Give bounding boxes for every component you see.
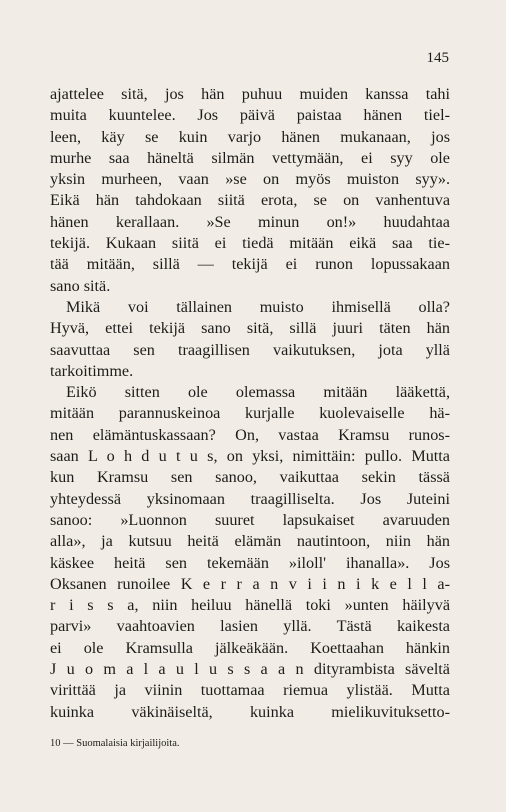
text-line: muita kuuntelee. Jos päivä paistaa hänen tiel-: [50, 106, 450, 125]
text-line: saan L o h d u t u s, on yksi, nimittäin: pullo. Mutta: [50, 447, 450, 466]
text-line: alla», ja kutsuu heitä elämän nautintoon, niin hän: [50, 532, 450, 551]
text-line: ajattelee sitä, jos hän puhuu muiden kanssa tahi: [50, 85, 450, 103]
text-line: J u o m a l a u l u s s a a n dityrambista säveltä: [50, 660, 450, 679]
text-line: yhteydessä yksinomaan traagilliselta. Jos Juteini: [50, 489, 450, 508]
text-line: Eikä hän tahdokaan siitä erota, se on vanhentuva: [50, 191, 450, 210]
text-line: kun Kramsu sen sanoo, vaikuttaa sekin tässä: [50, 468, 450, 487]
text-line: virittää ja viinin tuottamaa riemua ylistää. Mutta: [50, 681, 450, 700]
text-line: saavuttaa sen traagillisen vaikutuksen, jota yllä: [50, 340, 450, 359]
text-line: Eikö sitten ole olemassa mitään lääkettä,: [66, 383, 450, 402]
text-line: ei ole Kramsulla jälkeäkään. Koettaahan hänkin: [50, 638, 450, 657]
text-line: leen, käy se kuin varjo hänen mukanaan, jos: [50, 127, 450, 146]
text-line: mitään parannuskeinoa kurjalle kuolevaiselle hä-: [50, 404, 450, 423]
text-line: Hyvä, ettei tekijä sano sitä, sillä juuri täten hän: [50, 319, 450, 338]
text-line: sano sitä.: [50, 276, 111, 295]
text-line: r i s s a, niin heiluu hänellä toki »unten häilyvä: [50, 596, 450, 615]
text-line: yksin murheen, vaan »se on myös muiston syy».: [50, 170, 450, 189]
signature-footer: 10 — Suomalaisia kirjailijoita.: [50, 738, 180, 749]
text-line: Oksanen runoilee K e r r a n v i i n i k e l l a-: [50, 574, 450, 593]
text-line: tää mitään, sillä — tekijä ei runon lopussakaan: [50, 255, 450, 274]
text-line: Mikä voi tällainen muisto ihmisellä olla?: [66, 297, 450, 316]
text-line: murhe saa häneltä silmän vettymään, ei syy ole: [50, 148, 450, 167]
page-number: 145: [426, 50, 449, 66]
text-line: tarkoitimme.: [50, 361, 134, 380]
text-line: käskee heitä sen tekemään »iloll' ihanalla». Jos: [50, 553, 450, 572]
text-line: hänen kerallaan. »Se minun on!» huudahtaa: [50, 212, 450, 231]
text-line: parvi» vaahtoavien lasien yllä. Tästä kaikesta: [50, 617, 450, 636]
text-line: tekijä. Kukaan siitä ei tiedä mitään eikä saa tie-: [50, 234, 450, 253]
text-line: sanoo: »Luonnon suuret lapsukaiset avaruuden: [50, 510, 450, 529]
text-line: nen elämäntuskassaan? On, vastaa Kramsu runos-: [50, 425, 450, 444]
body-text: [50, 84, 450, 723]
text-line: kuinka väkinäiseltä, kuinka mielikuvituksetto-: [50, 702, 450, 721]
